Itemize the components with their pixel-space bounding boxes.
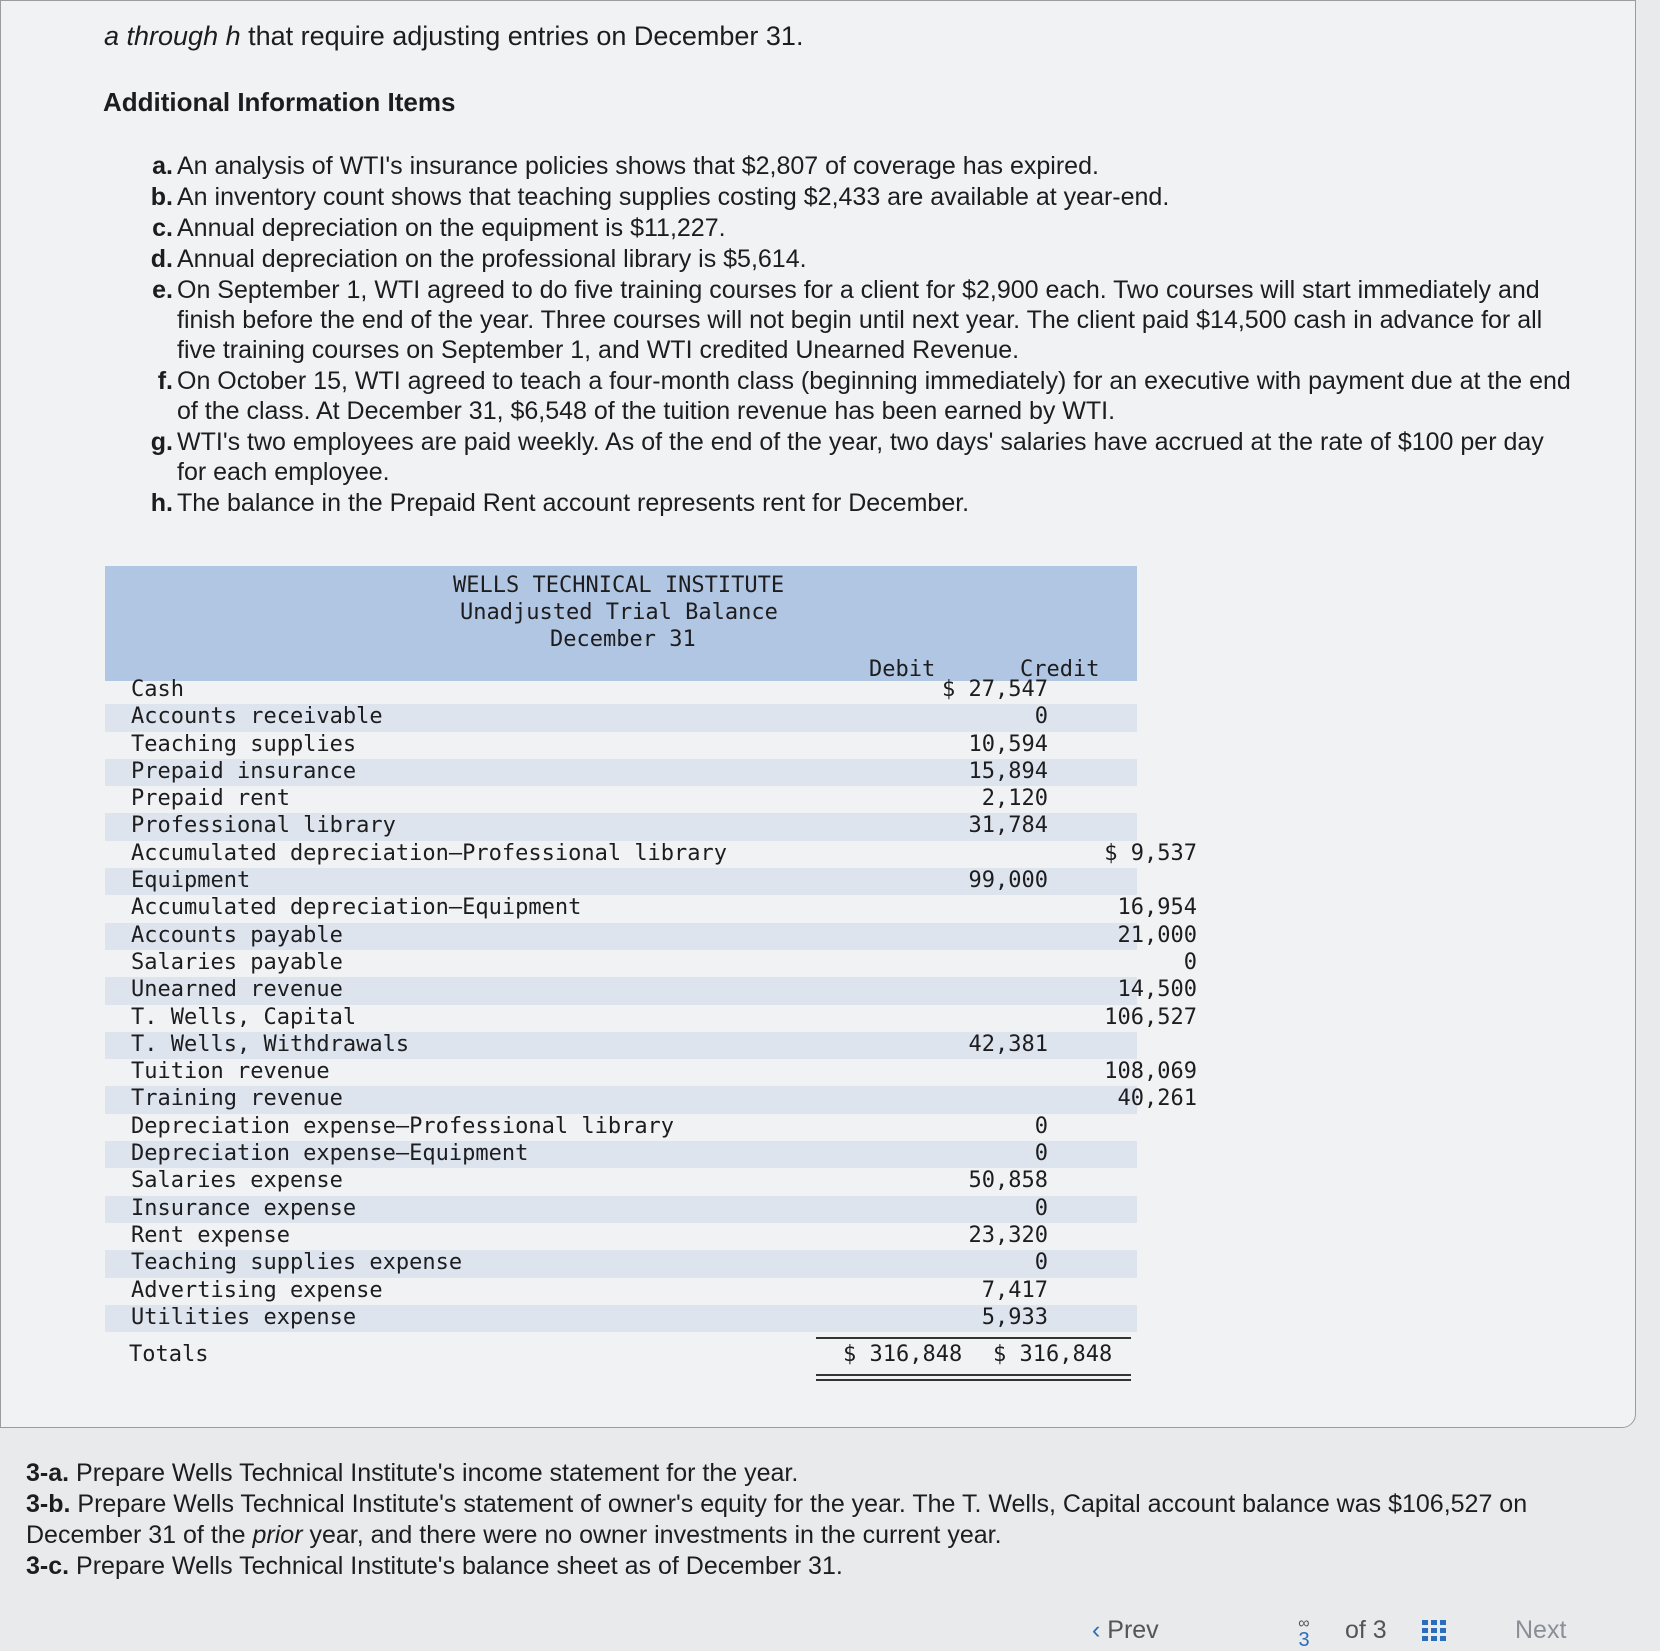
- tb-credit: 108,069: [1104, 1059, 1197, 1085]
- tb-row: [105, 1086, 1197, 1113]
- tb-credit: 16,954: [1117, 895, 1197, 921]
- tb-name: Accumulated depreciation—Professional library: [131, 840, 728, 866]
- intro-text: [104, 21, 803, 52]
- info-item-letter: g.: [150, 428, 173, 456]
- tb-row: [105, 677, 1137, 704]
- info-item-letter: d.: [150, 245, 173, 273]
- tb-name: Salaries expense: [131, 1168, 343, 1194]
- tb-debit: 0: [1034, 1195, 1048, 1221]
- tb-debit: $ 27,547: [942, 677, 1048, 702]
- page-of: of 3: [1345, 1616, 1387, 1644]
- grid-icon[interactable]: [1422, 1620, 1452, 1649]
- info-item-letter: f.: [157, 367, 173, 395]
- info-item-letter: h.: [150, 489, 173, 517]
- info-item: [141, 244, 1571, 274]
- totals-rule-top: [816, 1337, 1131, 1339]
- info-item-text: An analysis of WTI's insurance policies shows that $2,807 of coverage has expired.: [177, 152, 1099, 180]
- totals-rule-double-2: [816, 1379, 1131, 1381]
- tb-row: [105, 732, 1137, 759]
- tb-name: Training revenue: [131, 1086, 343, 1112]
- info-item-letter: c.: [152, 214, 173, 242]
- tb-debit: 99,000: [968, 868, 1048, 894]
- section-heading: Additional Information Items: [103, 87, 456, 117]
- info-item: [141, 151, 1571, 181]
- trial-balance-rows: [105, 677, 1197, 1332]
- tb-credit: 106,527: [1104, 1004, 1197, 1030]
- tb-credit: 40,261: [1117, 1086, 1197, 1112]
- intro-prefix: a through: [104, 21, 226, 51]
- tb-name: Utilities expense: [131, 1304, 357, 1330]
- tb-row: [105, 895, 1197, 922]
- tb-name: Equipment: [131, 868, 251, 894]
- tb-name: Professional library: [131, 813, 396, 839]
- tb-debit: 0: [1034, 704, 1048, 730]
- tb-row: [105, 813, 1137, 840]
- info-item-text: An inventory count shows that teaching supplies costing $2,433 are available at year-end.: [177, 183, 1170, 211]
- totals-label: Totals: [129, 1342, 209, 1367]
- tb-date: December 31: [550, 627, 696, 652]
- requirement-3b: 3-b. Prepare Wells Technical Institute's statement of owner's equity for the year. The T. Wells, Capital account balance was $106,527 on December 31 of the prior year, and there were no owner investments in the current year.: [26, 1490, 1528, 1549]
- additional-info-list: [141, 151, 1571, 519]
- tb-row: [105, 1278, 1137, 1305]
- tb-row: [105, 1223, 1137, 1250]
- tb-name: T. Wells, Capital: [131, 1004, 357, 1030]
- tb-row: [105, 840, 1197, 868]
- tb-credit: 14,500: [1117, 977, 1197, 1003]
- info-item: [141, 488, 1571, 518]
- tb-company: WELLS TECHNICAL INSTITUTE: [453, 573, 785, 598]
- tb-name: Prepaid rent: [131, 786, 290, 812]
- tb-debit: 7,417: [981, 1277, 1048, 1303]
- info-item: [141, 275, 1571, 365]
- tb-row: [105, 1032, 1137, 1059]
- tb-debit: 15,894: [968, 758, 1048, 784]
- tb-row: [105, 1305, 1137, 1332]
- tb-debit: 0: [1034, 1250, 1048, 1276]
- tb-name: Prepaid insurance: [131, 758, 357, 784]
- totals-rule-double-1: [816, 1374, 1131, 1376]
- intro-h: h: [225, 21, 241, 51]
- info-item-text: Annual depreciation on the equipment is $11,227.: [177, 214, 726, 242]
- tb-name: Accumulated depreciation—Equipment: [131, 895, 582, 921]
- tb-name: Accounts receivable: [131, 704, 383, 730]
- tb-credit: 21,000: [1117, 922, 1197, 948]
- info-item-letter: e.: [152, 276, 173, 304]
- tb-row: [105, 759, 1137, 786]
- info-item-text: Annual depreciation on the professional library is $5,614.: [177, 245, 807, 273]
- tb-row: [105, 1004, 1197, 1032]
- tb-debit: 10,594: [968, 731, 1048, 757]
- tb-row: [105, 1168, 1137, 1195]
- info-item: [141, 182, 1571, 212]
- tb-name: Advertising expense: [131, 1277, 383, 1303]
- requirement-3a: 3-a. Prepare Wells Technical Institute's income statement for the year.: [26, 1459, 799, 1487]
- tb-row: [105, 922, 1197, 950]
- tb-title: Unadjusted Trial Balance: [460, 600, 778, 625]
- tb-debit: 5,933: [981, 1304, 1048, 1330]
- next-button[interactable]: Next: [1515, 1616, 1567, 1644]
- tb-row: [105, 868, 1137, 895]
- info-item-letter: b.: [150, 183, 173, 211]
- tb-row: [105, 1114, 1137, 1141]
- tb-row: [105, 1250, 1137, 1277]
- info-item-letter: a.: [152, 152, 173, 180]
- tb-row: [105, 1141, 1137, 1168]
- info-item-text: The balance in the Prepaid Rent account represents rent for December.: [177, 489, 970, 517]
- tb-row: [105, 949, 1197, 977]
- tb-name: Cash: [131, 677, 184, 702]
- requirements: [26, 1458, 1636, 1582]
- total-credit: $ 316,848: [993, 1342, 1113, 1367]
- tb-debit: 0: [1034, 1113, 1048, 1139]
- tb-debit: 23,320: [968, 1222, 1048, 1248]
- credit-header: Credit: [1020, 657, 1100, 682]
- tb-debit: 0: [1034, 1141, 1048, 1167]
- tb-name: Insurance expense: [131, 1195, 357, 1221]
- tb-name: Teaching supplies: [131, 731, 357, 757]
- tb-row: [105, 704, 1137, 731]
- tb-debit: 42,381: [968, 1031, 1048, 1057]
- link-icon: ∞: [1298, 1615, 1310, 1632]
- current-page: 3: [1298, 1629, 1310, 1651]
- requirement-3c: 3-c. Prepare Wells Technical Institute's balance sheet as of December 31.: [26, 1552, 843, 1580]
- info-item-text: WTI's two employees are paid weekly. As of the end of the year, two days' salaries have accrued at the rate of $100 per day for each employee.: [177, 428, 1544, 486]
- total-debit: $ 316,848: [843, 1342, 963, 1367]
- tb-name: Accounts payable: [131, 922, 343, 948]
- tb-debit: 31,784: [968, 813, 1048, 839]
- tb-name: Tuition revenue: [131, 1059, 330, 1085]
- tb-row: [105, 1059, 1197, 1086]
- tb-credit: $ 9,537: [1104, 840, 1197, 866]
- prev-button[interactable]: [1092, 1616, 1159, 1645]
- tb-name: T. Wells, Withdrawals: [131, 1031, 410, 1057]
- tb-row: [105, 1196, 1137, 1223]
- tb-debit: 50,858: [968, 1168, 1048, 1194]
- tb-name: Unearned revenue: [131, 977, 343, 1003]
- tb-name: Depreciation expense—Professional library: [131, 1113, 675, 1139]
- debit-header: Debit: [869, 657, 936, 682]
- tb-name: Salaries payable: [131, 949, 343, 975]
- info-item-text: On September 1, WTI agreed to do five training courses for a client for $2,900 each. Two courses will start immediately and finish before the end of the year. Three courses will not begin until next year. The client paid $14,500 cash in advance for all five training courses on September 1, and WTI credited Unearned Revenue.: [177, 276, 1543, 364]
- trial-balance-header: [105, 566, 1137, 681]
- tb-name: Rent expense: [131, 1222, 290, 1248]
- tb-credit: 0: [1183, 949, 1197, 975]
- info-item: [141, 213, 1571, 243]
- intro-suffix: that require adjusting entries on December 31.: [240, 21, 804, 51]
- info-item: [141, 427, 1571, 487]
- info-item: [141, 366, 1571, 426]
- info-item-text: On October 15, WTI agreed to teach a four-month class (beginning immediately) for an executive with payment due at the end of the class. At December 31, $6,548 of the tuition revenue has been earned by WTI.: [177, 367, 1571, 425]
- tb-name: Teaching supplies expense: [131, 1250, 463, 1276]
- tb-row: [105, 977, 1197, 1004]
- tb-debit: 2,120: [981, 786, 1048, 812]
- tb-row: [105, 786, 1137, 813]
- chevron-left-icon: ‹: [1092, 1616, 1101, 1644]
- tb-name: Depreciation expense—Equipment: [131, 1141, 529, 1167]
- prev-label: Prev: [1107, 1616, 1159, 1644]
- page-indicator[interactable]: [1284, 1615, 1324, 1651]
